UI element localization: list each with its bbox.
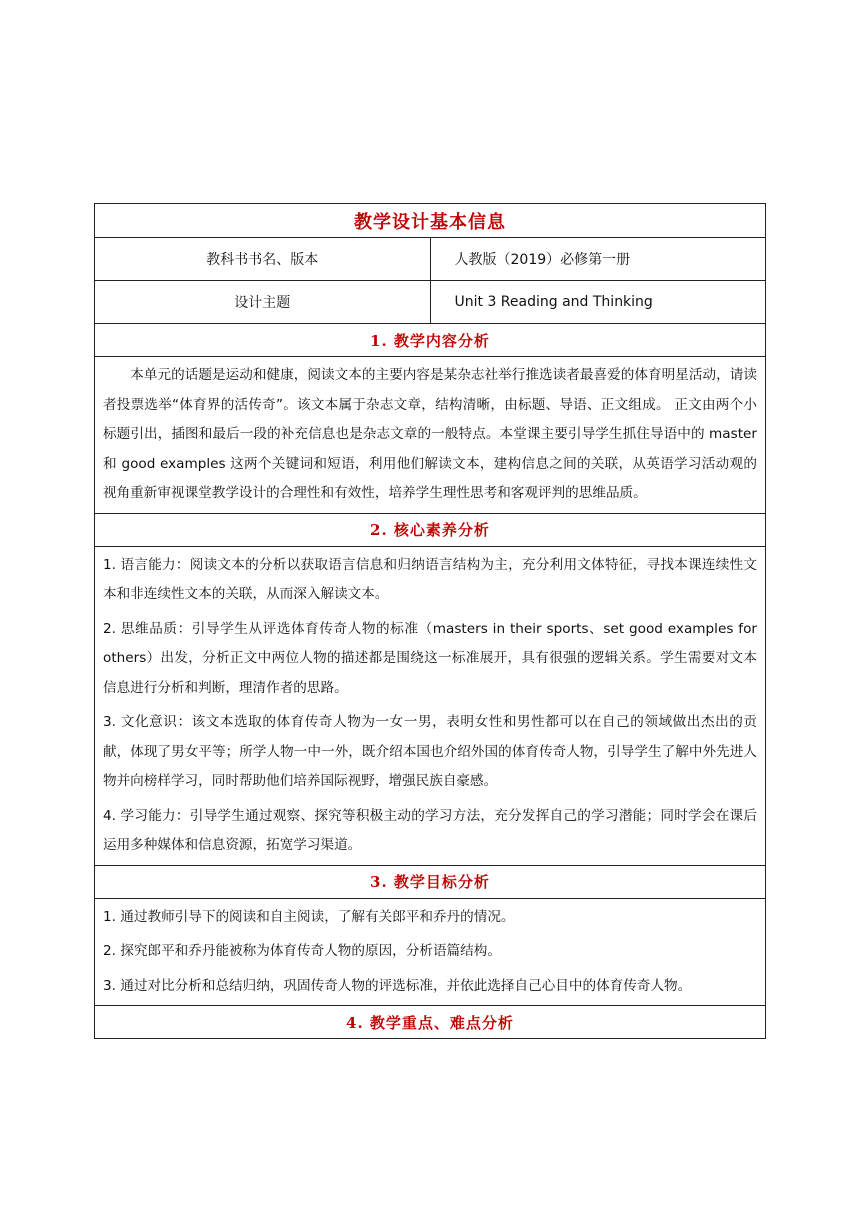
competency-item-2: 2. 思维品质：引导学生从评选体育传奇人物的标准（masters in their sports、set good examples for others）出发，分析正文中两位人物的描述都是围绕这一标准展开，具有很强的逻辑关系。学生需要对文本信息进行分析和判断，理清作者的思路。: [103, 620, 757, 696]
info-row-textbook: [95, 238, 766, 281]
section-1-heading: 1. 教学内容分析: [95, 324, 766, 357]
objective-item-1: 1. 通过教师引导下的阅读和自主阅读，了解有关郎平和乔丹的情况。: [103, 908, 515, 925]
topic-value: Unit 3 Reading and Thinking: [430, 281, 766, 324]
section-3-heading: 3. 教学目标分析: [95, 865, 766, 898]
objective-item-2: 2. 探究郎平和乔丹能被称为体育传奇人物的原因，分析语篇结构。: [103, 943, 501, 959]
section-2-heading: 2. 核心素养分析: [95, 513, 766, 546]
table-title: 教学设计基本信息: [95, 204, 766, 238]
textbook-label: 教科书书名、版本: [95, 238, 431, 281]
section-2-body: [95, 546, 766, 865]
section-4-heading: 4. 教学重点、难点分析: [95, 1006, 766, 1039]
competency-item-3: 3. 文化意识：该文本选取的体育传奇人物为一女一男，表明女性和男性都可以在自己的领域做出杰出的贡献，体现了男女平等；所学人物一中一外，既介绍本国也介绍外国的体育传奇人物，引导学生了解中外先进人物并向榜样学习，同时帮助他们培养国际视野，增强民族自豪感。: [103, 714, 757, 789]
textbook-value: 人教版（2019）必修第一册: [430, 238, 766, 281]
content-analysis-paragraph: 本单元的话题是运动和健康，阅读文本的主要内容是某杂志社举行推选读者最喜爱的体育明星活动，请读者投票选举“体育界的活传奇”。该文本属于杂志文章，结构清晰，由标题、导语、正文组成。 正文由两个小标题引出，插图和最后一段的补充信息也是杂志文章的一般特点。本堂课主要引导学生抓住导语中的 master 和 good examples 这两个关键词和短语，利用他们解读文本，建构信息之间的关联，从英语学习活动观的视角重新审视课堂教学设计的合理性和有效性，培养学生理性思考和客观评判的思维品质。: [103, 367, 757, 501]
competency-item-1: 1. 语言能力：阅读文本的分析以获取语言信息和归纳语言结构为主，充分利用文体特征，寻找本课连续性文本和非连续性文本的关联，从而深入解读文本。: [103, 556, 757, 602]
section-1-body: [95, 357, 766, 514]
topic-label: 设计主题: [95, 281, 431, 324]
competency-item-4: 4. 学习能力：引导学生通过观察、探究等积极主动的学习方法，充分发挥自己的学习潜能；同时学会在课后运用多种媒体和信息资源，拓宽学习渠道。: [103, 807, 757, 853]
lesson-info-table: [94, 203, 766, 1039]
section-3-body: [95, 898, 766, 1006]
objective-item-3: 3. 通过对比分析和总结归纳，巩固传奇人物的评选标准，并依此选择自己心目中的体育传奇人物。: [103, 977, 692, 994]
info-row-topic: [95, 281, 766, 324]
